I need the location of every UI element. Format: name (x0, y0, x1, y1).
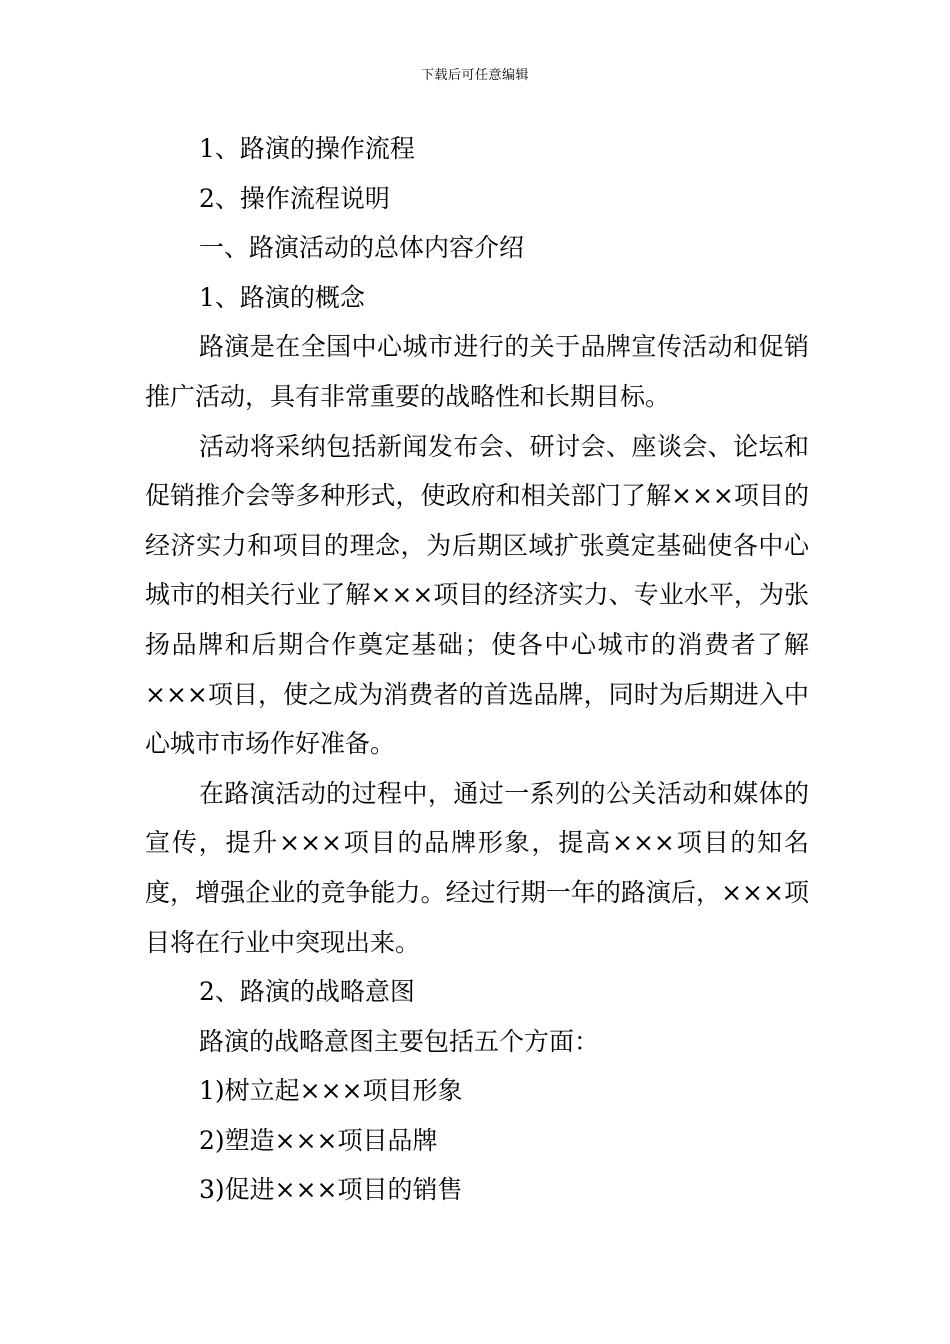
paragraph-activities: 活动将采纳包括新闻发布会、研讨会、座谈会、论坛和促销推介会等多种形式，使政府和相关部门了解×××项目的经济实力和项目的理念，为后期区域扩张奠定基础使各中心城市的相关行业了解×××项目的经济实力、专业水平，为张扬品牌和后期合作奠定基础；使各中心城市的消费者了解×××项目，使之成为消费者的首选品牌，同时为后期进入中心城市市场作好准备。 (145, 431, 809, 759)
toc-line-flow-description: 2、操作流程说明 (199, 183, 390, 213)
paragraph-concept: 路演是在全国中心城市进行的关于品牌宣传活动和促销推广活动，具有非常重要的战略性和长期目标。 (145, 332, 809, 411)
subsection-heading-strategy: 2、路演的战略意图 (199, 977, 415, 1007)
subsection-heading-concept: 1、路演的概念 (199, 282, 365, 312)
paragraph-process: 在路演活动的过程中，通过一系列的公关活动和媒体的宣传，提升×××项目的品牌形象，提高×××项目的知名度，增强企业的竞争能力。经过行期一年的路演后，×××项目将在行业中突现出来。 (145, 778, 809, 957)
strategy-item: 2)塑造×××项目品牌 (199, 1125, 438, 1155)
toc-line-operation-flow: 1、路演的操作流程 (199, 134, 415, 163)
strategy-intro: 路演的战略意图主要包括五个方面： (199, 1026, 600, 1056)
page-header-note: 下载后可任意编辑 (420, 68, 529, 83)
strategy-item: 1)树立起×××项目形象 (199, 1076, 463, 1106)
strategy-item: 3)促进×××项目的销售 (199, 1175, 463, 1205)
document-body (145, 124, 809, 1215)
section-heading-overview: 一、路演活动的总体内容介绍 (199, 233, 525, 263)
